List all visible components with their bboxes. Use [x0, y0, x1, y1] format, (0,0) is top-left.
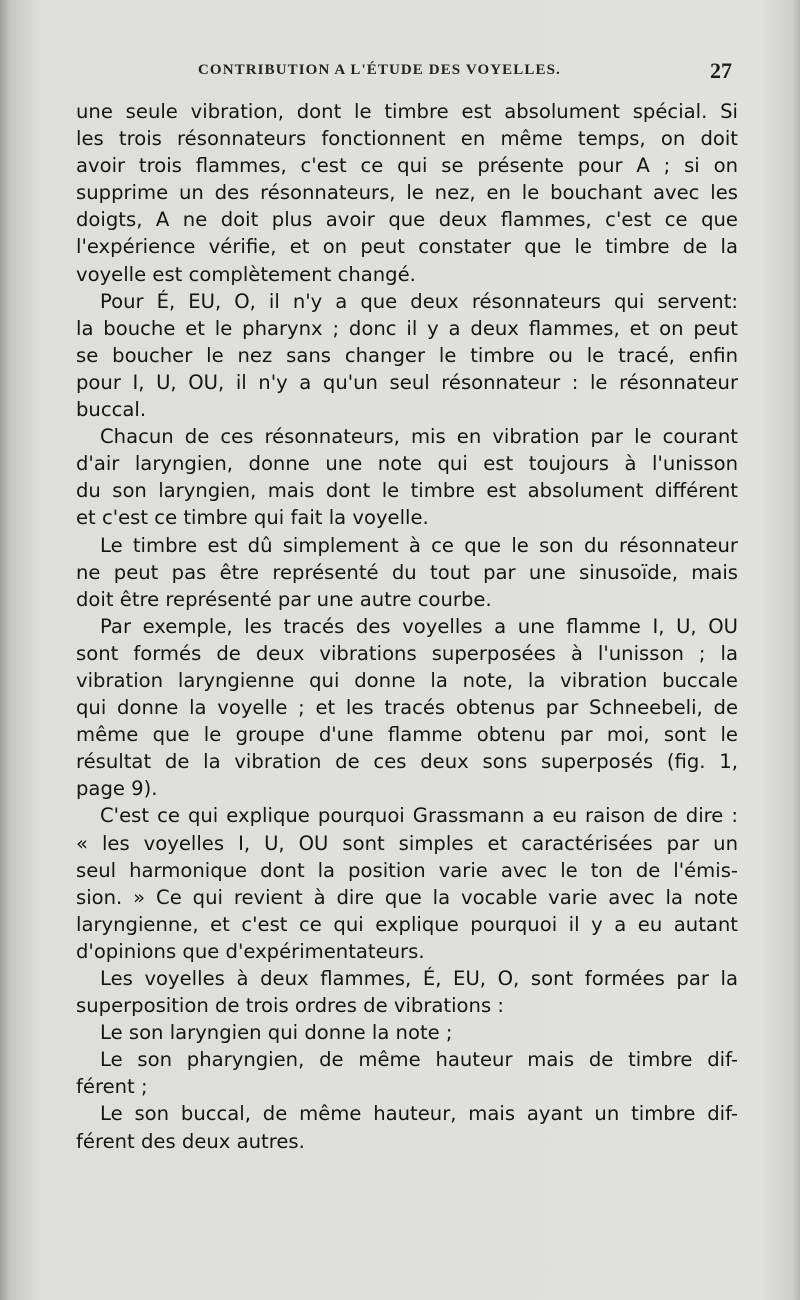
text-line: buccal.	[76, 398, 147, 422]
text-line: vibration laryngienne qui donne la note, la vibration buccale	[76, 668, 738, 692]
text-line: Le son buccal, de même hauteur, mais ayant un timbre dif-	[100, 1102, 738, 1126]
text-line: Par exemple, les tracés des voyelles a une flamme I, U, OU	[100, 614, 738, 638]
text-line: « les voyelles I, U, OU sont simples et caractérisées par un	[76, 831, 738, 855]
text-line: pour I, U, OU, il n'y a qu'un seul résonnateur : le résonnateur	[76, 370, 738, 394]
text-line: se boucher le nez sans changer le timbre ou le tracé, enfin	[76, 343, 738, 367]
text-line: la bouche et le pharynx ; donc il y a deux flammes, et on peut	[76, 316, 738, 340]
text-line: page 9).	[76, 777, 158, 801]
text-line: qui donne la voyelle ; et les tracés obtenus par Schneebeli, de	[76, 696, 738, 720]
text-line: une seule vibration, dont le timbre est absolument spécial. Si	[76, 100, 738, 123]
text-line: C'est ce qui explique pourquoi Grassmann a eu raison de dire :	[100, 804, 738, 828]
text-line: même que le groupe d'une flamme obtenu par moi, sont le	[76, 723, 738, 747]
text-line: du son laryngien, mais dont le timbre est absolument différent	[76, 479, 738, 503]
text-line: et c'est ce timbre qui fait la voyelle.	[76, 506, 429, 530]
text-line: Pour É, EU, O, il n'y a que deux résonnateurs qui servent:	[100, 289, 738, 313]
text-line: superposition de trois ordres de vibrations :	[76, 994, 504, 1018]
text-line: ne peut pas être représenté du tout par une sinusoïde, mais	[76, 560, 738, 584]
text-line: Les voyelles à deux flammes, É, EU, O, sont formées par la	[100, 967, 738, 990]
text-line: sont formés de deux vibrations superposées à l'unisson ; la	[76, 641, 738, 665]
text-line: seul harmonique dont la position varie avec le ton de l'émis-	[76, 858, 738, 882]
text-line: l'expérience vérifie, et on peut constater que le timbre de la	[76, 235, 738, 259]
body-text	[76, 98, 738, 1155]
text-line: férent des deux autres.	[76, 1129, 305, 1153]
text-line: d'air laryngien, donne une note qui est toujours à l'unisson	[76, 452, 738, 476]
page-header	[0, 58, 800, 88]
text-line: les trois résonnateurs fonctionnent en même temps, on doit	[76, 127, 738, 151]
text-line: voyelle est complètement changé.	[76, 262, 416, 286]
text-line: Le timbre est dû simplement à ce que le son du résonnateur	[100, 533, 738, 557]
text-line: d'opinions que d'expérimentateurs.	[76, 939, 425, 963]
text-line: doigts, A ne doit plus avoir que deux flammes, c'est ce que	[76, 208, 738, 232]
text-line: doit être représenté par une autre courbe.	[76, 587, 492, 611]
text-line: Le son laryngien qui donne la note ;	[100, 1021, 453, 1045]
text-line: avoir trois flammes, c'est ce qui se présente pour A ; si on	[76, 154, 738, 178]
text-line: Chacun de ces résonnateurs, mis en vibration par le courant	[100, 425, 738, 449]
text-line: férent ;	[76, 1075, 148, 1099]
text-line: supprime un des résonnateurs, le nez, en le bouchant avec les	[76, 181, 738, 205]
running-head: CONTRIBUTION A L'ÉTUDE DES VOYELLES.	[198, 62, 561, 78]
text-line: Le son pharyngien, de même hauteur mais de timbre dif-	[100, 1048, 738, 1072]
page-number: 27	[710, 58, 732, 83]
text-line: sion. » Ce qui revient à dire que la vocable varie avec la note	[76, 885, 738, 909]
text-line: résultat de la vibration de ces deux sons superposés (fig. 1,	[76, 750, 738, 774]
text-line: laryngienne, et c'est ce qui explique pourquoi il y a eu autant	[76, 912, 738, 936]
